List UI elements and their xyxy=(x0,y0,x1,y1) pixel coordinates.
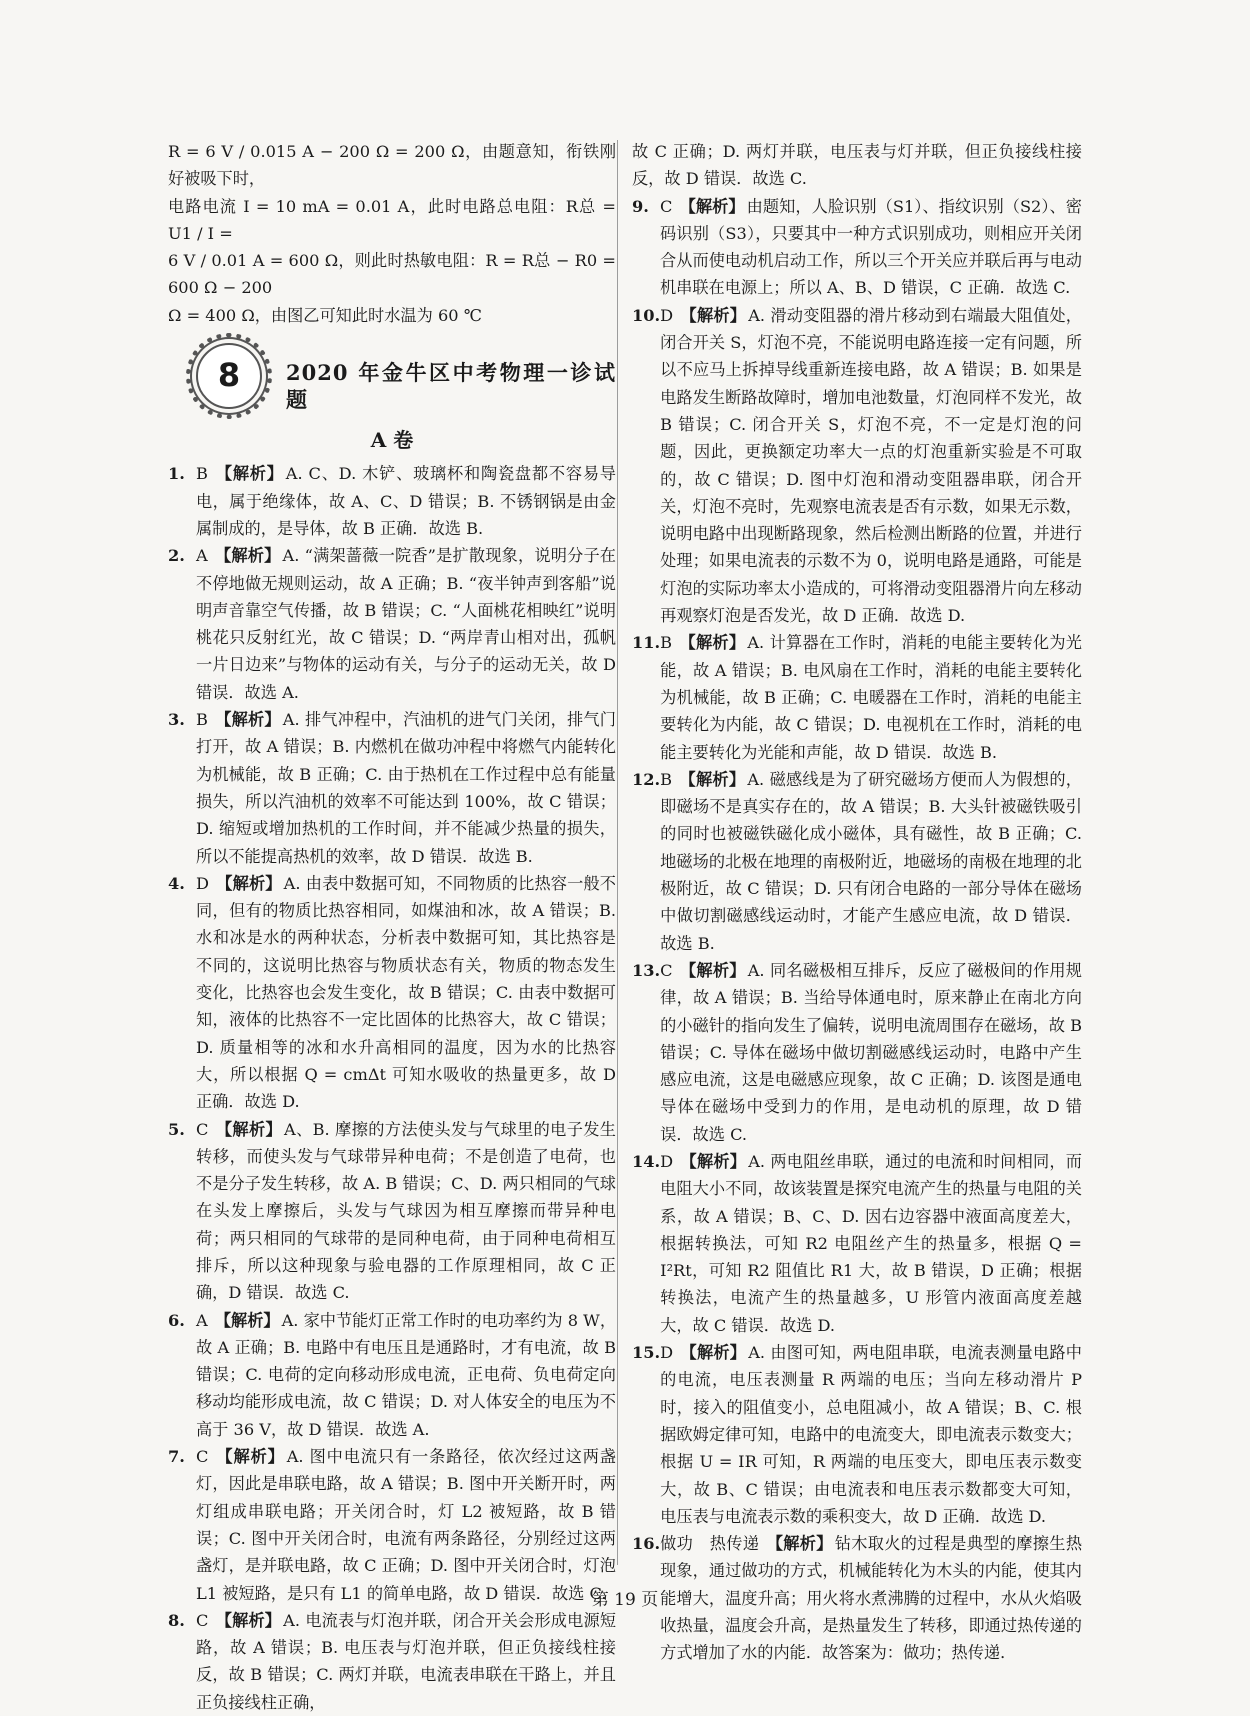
answer-number: 11. xyxy=(632,633,661,653)
answer-number: 9. xyxy=(632,196,649,216)
answer-choice: C xyxy=(196,1610,209,1630)
answer-body xyxy=(660,1148,1082,1339)
answer-choice: C xyxy=(196,1447,209,1467)
analysis-tag: 【解析】 xyxy=(215,546,281,566)
answer-item xyxy=(632,1339,1082,1530)
analysis-tag: 【解析】 xyxy=(679,960,746,980)
answer-item xyxy=(632,193,1082,302)
analysis-text: A. 家中节能灯正常工作时的电功率约为 8 W，故 A 正确；B. 电路中有电压且是通路时，才有电流，故 B 错误；C. 电荷的定向移动形成电流，正电荷、负电荷定向移动均能形成电流，故 C 错误；D. 对人体安全的电压为不高于 36 V，故 D 错误．故选 A. xyxy=(196,1310,617,1439)
analysis-tag: 【解析】 xyxy=(216,1447,285,1467)
answer-body xyxy=(196,1607,616,1716)
answer-item xyxy=(168,1116,616,1307)
intro-line-4: Ω = 400 Ω，由图乙可知此时水温为 60 ℃ xyxy=(168,305,482,325)
answer-number: 14. xyxy=(632,1151,661,1171)
page-number: 第 19 页 xyxy=(591,1590,659,1610)
answer-choice: 做功 热传递 xyxy=(660,1534,760,1554)
answer-number: 1. xyxy=(168,464,185,484)
answer-item xyxy=(632,766,1082,957)
analysis-text: A. “满架蔷薇一院香”是扩散现象，说明分子在不停地做无规则运动，故 A 正确；B. “夜半钟声到客船”说明声音靠空气传播，故 B 错误；C. “人面桃花相映红”说明桃花只反射红光，故 C 错误；D. “两岸青山相对出，孤帆一片日边来”与物体的运动有关，与分子的运动无关，故 D 错误．故选 A. xyxy=(196,546,616,702)
answer-number: 7. xyxy=(168,1447,185,1467)
answer-choice: B xyxy=(660,633,673,653)
analysis-text: A. 两电阻丝串联，通过的电流和时间相同，而电阻大小不同，故该装置是探究电流产生的热量与电阻的关系，故 A 错误；B、C、D. 因右边容器中液面高度差大，根据转换法，可知 R2 电阻丝产生的热量多，根据 Q = I²Rt，可知 R2 阻值比 R1 大，故 B 错误，D 正确；根据转换法，电流产生的热量越多，U 形管内液面高度差越大，故 C 错误．故选 D. xyxy=(660,1151,1082,1335)
answer-item xyxy=(168,1307,617,1443)
answer-item xyxy=(632,1148,1082,1339)
analysis-text: 由题知，人脸识别（S1）、指纹识别（S2）、密码识别（S3），只要其中一种方式识别成功，则相应开关闭合从而使电动机启动工作，所以三个开关应并联后再与电动机串联在电源上；所以 A、B、D 错误，C 正确．故选 C. xyxy=(660,196,1082,298)
analysis-tag: 【解析】 xyxy=(680,1151,747,1171)
answer-choice: C xyxy=(196,1119,209,1139)
answer-choice: D xyxy=(196,873,209,893)
answer-item xyxy=(168,1443,616,1607)
answer-body xyxy=(196,542,616,706)
answer-number: 13. xyxy=(632,960,661,980)
analysis-text: 钻木取火的过程是典型的摩擦生热现象，通过做功的方式，机械能转化为木头的内能，使其内能增大，温度升高；用火将水煮沸腾的过程中，水从火焰吸收热量，温度会升高，是热量发生了转移，即通过热传递的方式增加了水的内能．故答案为：做功；热传递． xyxy=(660,1534,1083,1663)
answer-body xyxy=(660,302,1082,630)
analysis-text: A. 由图可知，两电阻串联，电流表测量电路中的电流，电压表测量 R 两端的电压；当向左移动滑片 P 时，接入的阻值变小，总电阻减小，故 A 错误；B、C. 根据欧姆定律可知，电路中的电流变大，即电流表示数变大；根据 U = IR 可知，R 两端的电压变大，即电压表示数变大，故 B、C 错误；由电流表和电压表示数都变大可知，电压表与电流表示数的乘积变大，故 D 正确．故选 D. xyxy=(660,1343,1082,1526)
right-answer-list xyxy=(632,193,1082,1667)
answer-body xyxy=(660,193,1082,302)
answer-number: 10. xyxy=(632,305,661,325)
answer-item xyxy=(168,460,616,542)
answer-item xyxy=(168,706,616,870)
answer-body xyxy=(660,957,1082,1148)
analysis-text: A. 电流表与灯泡并联，闭合开关会形成电源短路，故 A 错误；B. 电压表与灯泡并联，但正负接线柱接反，故 B 错误；C. 两灯并联，电流表串联在干路上，并且正负接线柱正确， xyxy=(196,1610,617,1712)
analysis-tag: 【解析】 xyxy=(679,196,745,216)
answer-choice: B xyxy=(196,710,208,730)
analysis-text: A. C、D. 木铲、玻璃杯和陶瓷盘都不容易导电，属于绝缘体，故 A、C、D 错误；B. 不锈钢锅是由金属制成的，是导体，故 B 正确．故选 B. xyxy=(196,464,616,538)
intro-line-2: 电路电流 I = 10 mA = 0.01 A，此时电路总电阻：R总 = U1 / I = xyxy=(168,196,616,243)
answer-item xyxy=(632,957,1082,1148)
answer-choice: A xyxy=(196,546,208,566)
section-title: 2020 年金牛区中考物理一诊试题 xyxy=(286,360,616,413)
analysis-text: A. 图中电流只有一条路径，依次经过这两盏灯，因此是串联电路，故 A 错误；B. 图中开关断开时，两灯组成串联电路；开关闭合时，灯 L2 被短路，故 B 错误；C. 图中开关闭合时，电流有两条路径，分别经过这两盏灯，是并联电路，故 C 正确；D. 图中开关闭合时，灯泡 L1 被短路，是只有 L1 的简单电路，故 D 错误．故选 C. xyxy=(196,1447,616,1603)
answer-body xyxy=(196,706,616,870)
analysis-text: A. 计算器在工作时，消耗的电能主要转化为光能，故 A 错误；B. 电风扇在工作时，消耗的电能主要转化为机械能，故 B 正确；C. 电暖器在工作时，消耗的电能主要转化为内能，故 C 错误；D. 电视机在工作时，消耗的电能主要转化为光能和声能，故 D 错误．故选 B. xyxy=(660,633,1082,762)
analysis-text: A、B. 摩擦的方法使头发与气球里的电子发生转移，而使头发与气球带异种电荷；不是创造了电荷，也不是分子发生转移，故 A. B 错误；C、D. 两只相同的气球在头发上摩擦后，头发与气球因为相互摩擦而带异种电荷；两只相同的气球带的是同种电荷，由于同种电荷相互排斥，所以这种现象与验电器的工作原理相同，故 C 正确，D 错误．故选 C. xyxy=(196,1119,616,1303)
left-column xyxy=(168,138,616,1716)
analysis-text: A. 磁感线是为了研究磁场方便而人为假想的，即磁场不是真实存在的，故 A 错误；B. 大头针被磁铁吸引的同时也被磁铁磁化成小磁体，具有磁性，故 B 正确；C. 地磁场的北极在地理的南极附近，地磁场的南极在地理的北极附近，故 C 错误；D. 只有闭合电路的一部分导体在磁场中做切割磁感线运动时，才能产生感应电流，故 D 错误．故选 B. xyxy=(660,769,1082,953)
analysis-tag: 【解析】 xyxy=(679,633,746,653)
answer-choice: D xyxy=(660,1343,674,1363)
analysis-tag: 【解析】 xyxy=(766,1534,833,1554)
answer-choice: B xyxy=(660,769,673,789)
analysis-text: A. 同名磁极相互排斥，反应了磁极间的作用规律，故 A 错误；B. 当给导体通电时，原来静止在南北方向的小磁针的指向发生了偏转，说明电流周围存在磁场，故 B 错误；C. 导体在磁场中做切割磁感线运动时，电路中产生感应电流，这是电磁感应现象，故 C 正确；D. 该图是通电导体在磁场中受到力的作用，是电动机的原理，故 D 错误．故选 C. xyxy=(660,960,1082,1144)
intro-line-1: R = 6 V / 0.015 A − 200 Ω = 200 Ω，由题意知，衔铁刚好被吸下时， xyxy=(168,142,616,189)
answer-number: 4. xyxy=(168,873,185,893)
section-number-badge: 8 xyxy=(196,343,262,409)
answer-choice: C xyxy=(660,960,673,980)
answer-body xyxy=(660,766,1082,957)
analysis-text: A. 排气冲程中，汽油机的进气门关闭，排气门打开，故 A 错误；B. 内燃机在做功冲程中将燃气内能转化为机械能，故 B 正确；C. 由于热机在工作过程中总有能量损失，所以汽油机的效率不可能达到 100%，故 C 错误；D. 缩短或增加热机的工作时间，并不能减少热量的损失，所以不能提高热机的效率，故 D 错误．故选 B. xyxy=(196,710,616,866)
answer-item xyxy=(632,629,1082,765)
answer-choice: D xyxy=(660,305,674,325)
answer-number: 15. xyxy=(632,1343,661,1363)
left-answer-list xyxy=(168,460,616,1716)
answer-number: 3. xyxy=(168,710,185,730)
analysis-tag: 【解析】 xyxy=(214,1310,280,1330)
analysis-tag: 【解析】 xyxy=(215,710,281,730)
analysis-text: A. 由表中数据可知，不同物质的比热容一般不同，但有的物质比热容相同，如煤油和冰，故 A 错误；B. 水和冰是水的两种状态，分析表中数据可知，其比热容是不同的，这说明比热容与物质状态有关，物质的物态发生变化，比热容也会发生变化，故 B 错误；C. 由表中数据可知，液体的比热容不一定比固体的比热容大，故 C 错误；D. 质量相等的冰和水升高相同的温度，因为水的比热容大，所以根据 Q = cmΔt 可知水吸收的热量更多，故 D 正确．故选 D. xyxy=(196,873,616,1112)
answer-body xyxy=(660,1339,1082,1530)
answer-body xyxy=(196,460,616,542)
analysis-tag: 【解析】 xyxy=(215,1119,283,1139)
answer-number: 2. xyxy=(168,546,185,566)
answer-number: 6. xyxy=(168,1310,185,1330)
column-divider xyxy=(617,140,618,1565)
answer-body xyxy=(196,1443,616,1607)
answer-choice: C xyxy=(660,196,673,216)
answer-body xyxy=(196,870,616,1116)
answer-body xyxy=(196,1307,616,1443)
analysis-tag: 【解析】 xyxy=(215,1610,282,1630)
analysis-text: A. 滑动变阻器的滑片移动到右端最大阻值处，闭合开关 S，灯泡不亮，不能说明电路连接一定有问题，所以不应马上拆掉导线重新连接电路，故 A 错误；B. 如果是电路发生断路故障时，增加电池数量，灯泡同样不发光，故 B 错误；C. 闭合开关 S，灯泡不亮，不一定是灯泡的问题，因此，更换额定功率大一点的灯泡重新实验是不可取的，故 C 错误；D. 图中灯泡和滑动变阻器串联，闭合开关，灯泡不亮时，先观察电流表是否有示数，如果无示数，说明电路中出现断路现象，然后检测出断路的位置，并进行处理；如果电流表的示数不为 0，说明电路是通路，可能是灯泡的实际功率太小造成的，可将滑动变阻器滑片向左移动再观察灯泡是否发光，故 D 正确．故选 D. xyxy=(660,305,1082,626)
answer-number: 5. xyxy=(168,1119,185,1139)
answer-choice: B xyxy=(196,464,208,484)
analysis-tag: 【解析】 xyxy=(680,1343,747,1363)
right-column xyxy=(632,138,1082,1667)
continued-answer-8: 故 C 正确；D. 两灯并联，电压表与灯并联，但正负接线柱接反，故 D 错误．故选 C. xyxy=(632,142,1082,189)
answer-body xyxy=(196,1116,616,1307)
answer-item xyxy=(168,870,616,1116)
answer-item xyxy=(168,1607,617,1716)
answer-choice: D xyxy=(660,1151,674,1171)
answer-item xyxy=(632,302,1082,630)
answer-choice: A xyxy=(196,1310,208,1330)
answer-item xyxy=(168,542,616,706)
answer-body xyxy=(660,629,1082,765)
answer-number: 16. xyxy=(632,1534,661,1554)
volume-label: A 卷 xyxy=(370,428,414,453)
intro-line-3: 6 V / 0.01 A = 600 Ω，则此时热敏电阻：R = R总 − R0 = 600 Ω − 200 xyxy=(168,251,616,298)
answer-number: 12. xyxy=(632,769,661,789)
analysis-tag: 【解析】 xyxy=(215,464,284,484)
answer-number: 8. xyxy=(168,1610,185,1630)
analysis-tag: 【解析】 xyxy=(216,873,282,893)
analysis-tag: 【解析】 xyxy=(679,769,746,789)
analysis-tag: 【解析】 xyxy=(680,305,747,325)
section-header xyxy=(168,337,616,423)
